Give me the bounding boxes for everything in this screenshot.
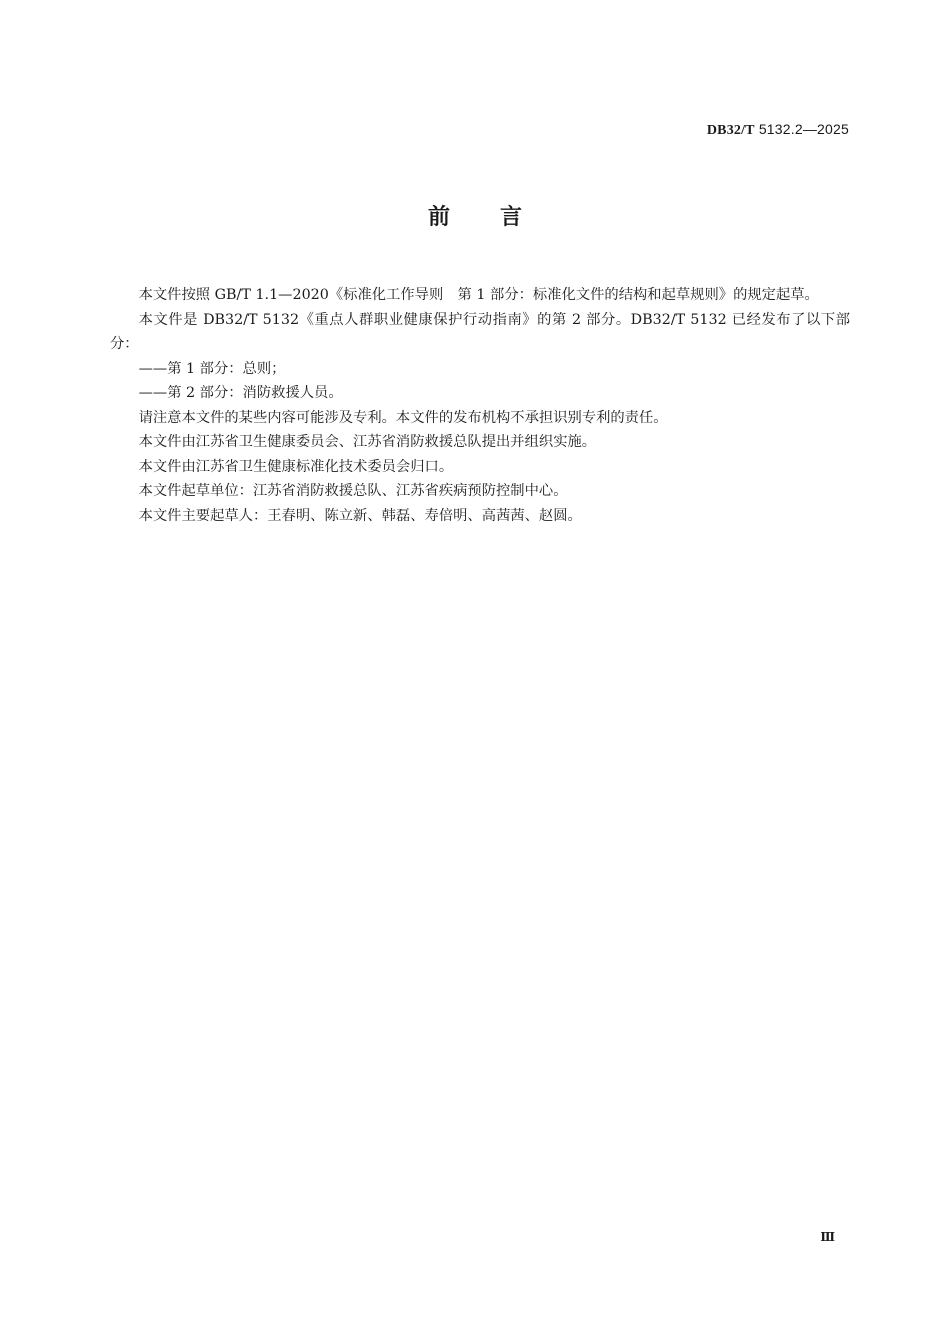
- standard-number: 5132.2—2025: [754, 121, 849, 137]
- page-title: 前言: [427, 205, 572, 230]
- paragraph-proposer: 本文件由江苏省卫生健康委员会、江苏省消防救援总队提出并组织实施。: [138, 434, 597, 450]
- paragraph-drafting-rules: 本文件按照 GB/T 1.1—2020《标准化工作导则 第 1 部分：标准化文件的结构和起草规则》的规定起草。: [138, 287, 819, 303]
- standard-prefix: DB32/T: [706, 123, 755, 138]
- paragraph-drafters: 本文件主要起草人：王春明、陈立新、韩磊、寿倍明、高茜茜、赵圆。: [138, 507, 582, 524]
- paragraph-patent-notice: 请注意本文件的某些内容可能涉及专利。本文件的发布机构不承担识别专利的责任。: [138, 409, 668, 426]
- paragraph-series-parts: 本文件是 DB32/T 5132《重点人群职业健康保护行动指南》的第 2 部分。DB32/T 5132 已经发布了以下部分：: [110, 311, 850, 352]
- paragraph-centralized-by: 本文件由江苏省卫生健康标准化技术委员会归口。: [138, 458, 454, 475]
- foreword-body: [110, 283, 850, 528]
- list-item-part-2: ——第 2 部分：消防救援人员。: [138, 385, 343, 401]
- page-number: Ⅲ: [820, 1230, 835, 1244]
- paragraph-drafting-units: 本文件起草单位：江苏省消防救援总队、江苏省疾病预防控制中心。: [138, 483, 568, 499]
- list-item-part-1: ——第 1 部分：总则；: [138, 360, 286, 377]
- standard-code: [707, 121, 849, 139]
